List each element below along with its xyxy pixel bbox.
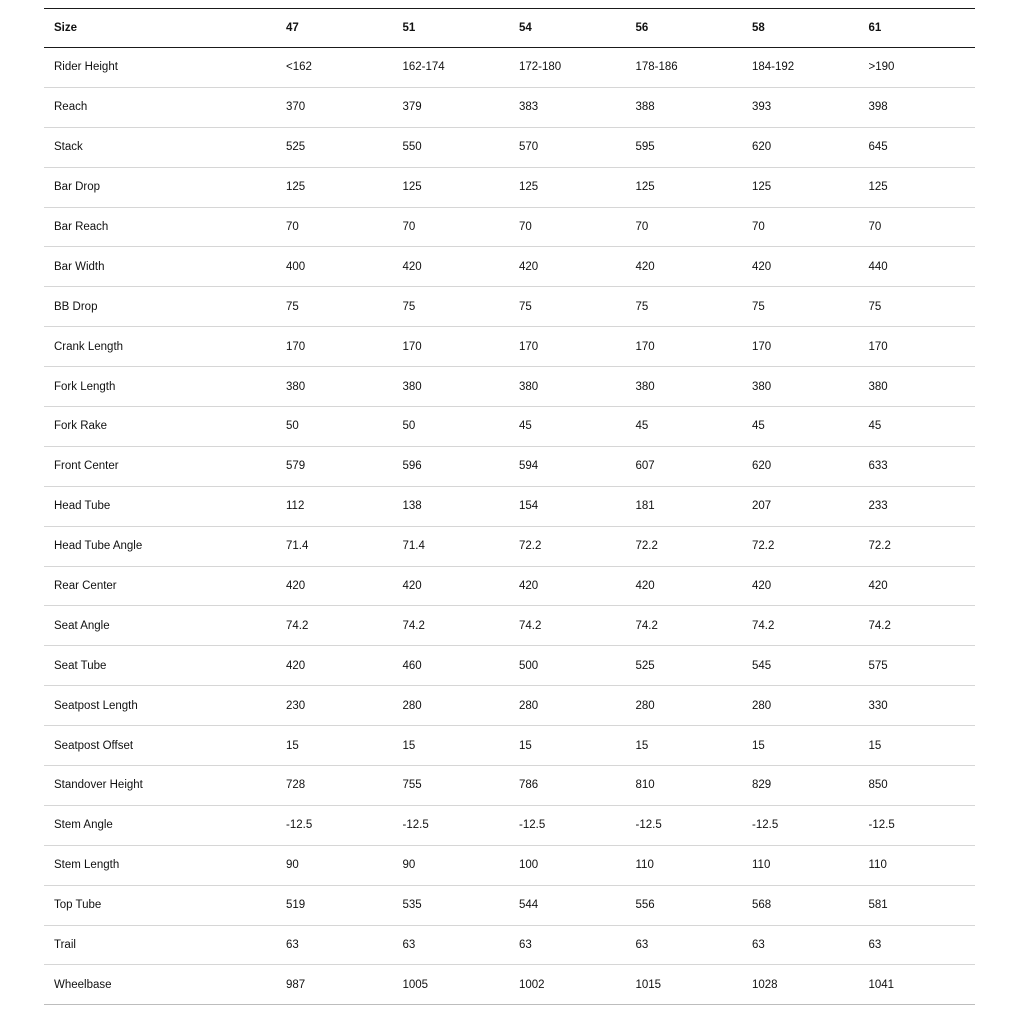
table-cell: 420: [393, 247, 510, 287]
row-label: Crank Length: [44, 327, 276, 367]
table-cell: 100: [509, 845, 626, 885]
table-cell: 1015: [626, 965, 743, 1005]
table-cell: 370: [276, 87, 393, 127]
table-cell: 50: [393, 407, 510, 447]
table-cell: 810: [626, 766, 743, 806]
table-cell: 71.4: [276, 526, 393, 566]
table-cell: 45: [859, 407, 976, 447]
table-cell: 380: [393, 367, 510, 407]
table-cell: 74.2: [393, 606, 510, 646]
table-cell: 525: [276, 127, 393, 167]
table-cell: 72.2: [859, 526, 976, 566]
table-cell: 75: [859, 287, 976, 327]
table-cell: 45: [742, 407, 859, 447]
table-row: [44, 327, 975, 367]
table-cell: 280: [626, 686, 743, 726]
row-label: Trail: [44, 925, 276, 965]
size-column-header: 54: [509, 9, 626, 48]
table-cell: 607: [626, 446, 743, 486]
header-row: [44, 9, 975, 48]
row-label: Seat Angle: [44, 606, 276, 646]
table-cell: 388: [626, 87, 743, 127]
row-label: Stack: [44, 127, 276, 167]
table-cell: -12.5: [393, 805, 510, 845]
table-cell: 63: [626, 925, 743, 965]
table-cell: 74.2: [859, 606, 976, 646]
size-column-header: 58: [742, 9, 859, 48]
table-cell: 125: [859, 167, 976, 207]
table-row: [44, 48, 975, 88]
table-cell: 125: [393, 167, 510, 207]
row-label: Bar Reach: [44, 207, 276, 247]
row-label: Seatpost Length: [44, 686, 276, 726]
row-label: Seat Tube: [44, 646, 276, 686]
table-row: [44, 805, 975, 845]
table-cell: 550: [393, 127, 510, 167]
table-cell: 420: [393, 566, 510, 606]
table-cell: 556: [626, 885, 743, 925]
table-cell: 1041: [859, 965, 976, 1005]
table-cell: 525: [626, 646, 743, 686]
table-cell: 420: [276, 646, 393, 686]
table-cell: 620: [742, 127, 859, 167]
table-cell: 535: [393, 885, 510, 925]
table-cell: 393: [742, 87, 859, 127]
table-cell: 15: [276, 726, 393, 766]
table-cell: 380: [626, 367, 743, 407]
table-cell: 829: [742, 766, 859, 806]
table-cell: 460: [393, 646, 510, 686]
table-cell: 379: [393, 87, 510, 127]
table-cell: 74.2: [509, 606, 626, 646]
table-cell: 70: [509, 207, 626, 247]
table-cell: 579: [276, 446, 393, 486]
table-cell: 850: [859, 766, 976, 806]
table-row: [44, 486, 975, 526]
table-cell: 74.2: [276, 606, 393, 646]
table-cell: 420: [626, 247, 743, 287]
table-cell: 420: [626, 566, 743, 606]
row-label: Top Tube: [44, 885, 276, 925]
table-cell: 581: [859, 885, 976, 925]
table-cell: 63: [276, 925, 393, 965]
table-cell: 233: [859, 486, 976, 526]
row-label: Head Tube: [44, 486, 276, 526]
table-cell: 181: [626, 486, 743, 526]
table-cell: 63: [859, 925, 976, 965]
table-cell: 1028: [742, 965, 859, 1005]
table-cell: 15: [393, 726, 510, 766]
table-cell: 545: [742, 646, 859, 686]
table-cell: 330: [859, 686, 976, 726]
table-row: [44, 367, 975, 407]
table-cell: 383: [509, 87, 626, 127]
table-cell: 620: [742, 446, 859, 486]
table-cell: 70: [742, 207, 859, 247]
table-cell: 170: [276, 327, 393, 367]
table-cell: 75: [626, 287, 743, 327]
table-row: [44, 885, 975, 925]
table-row: [44, 167, 975, 207]
row-label: Fork Length: [44, 367, 276, 407]
table-row: [44, 925, 975, 965]
table-row: [44, 566, 975, 606]
table-row: [44, 606, 975, 646]
table-row: [44, 407, 975, 447]
row-label: BB Drop: [44, 287, 276, 327]
table-cell: 154: [509, 486, 626, 526]
table-cell: 71.4: [393, 526, 510, 566]
row-label: Front Center: [44, 446, 276, 486]
table-cell: 15: [509, 726, 626, 766]
size-column-header: 56: [626, 9, 743, 48]
table-row: [44, 845, 975, 885]
table-cell: 63: [509, 925, 626, 965]
size-header-label: Size: [44, 9, 276, 48]
table-cell: 15: [626, 726, 743, 766]
row-label: Stem Angle: [44, 805, 276, 845]
row-label: Rear Center: [44, 566, 276, 606]
size-column-header: 61: [859, 9, 976, 48]
table-cell: 72.2: [509, 526, 626, 566]
table-cell: 645: [859, 127, 976, 167]
table-row: [44, 965, 975, 1005]
table-cell: 72.2: [742, 526, 859, 566]
table-cell: 170: [509, 327, 626, 367]
table-cell: 162-174: [393, 48, 510, 88]
table-cell: 72.2: [626, 526, 743, 566]
table-cell: 125: [742, 167, 859, 207]
table-cell: 110: [742, 845, 859, 885]
table-row: [44, 87, 975, 127]
table-cell: 400: [276, 247, 393, 287]
table-cell: 1005: [393, 965, 510, 1005]
table-cell: 420: [742, 566, 859, 606]
table-cell: 74.2: [626, 606, 743, 646]
table-row: [44, 646, 975, 686]
table-row: [44, 726, 975, 766]
table-cell: 15: [742, 726, 859, 766]
table-cell: 110: [859, 845, 976, 885]
table-cell: 178-186: [626, 48, 743, 88]
table-cell: 207: [742, 486, 859, 526]
table-cell: -12.5: [509, 805, 626, 845]
table-cell: 50: [276, 407, 393, 447]
table-cell: 74.2: [742, 606, 859, 646]
table-cell: 75: [276, 287, 393, 327]
table-cell: 568: [742, 885, 859, 925]
table-cell: 420: [859, 566, 976, 606]
table-cell: 544: [509, 885, 626, 925]
table-cell: 380: [859, 367, 976, 407]
row-label: Wheelbase: [44, 965, 276, 1005]
table-cell: 184-192: [742, 48, 859, 88]
table-cell: -12.5: [859, 805, 976, 845]
table-cell: 70: [626, 207, 743, 247]
table-cell: -12.5: [742, 805, 859, 845]
table-cell: 90: [276, 845, 393, 885]
table-cell: 172-180: [509, 48, 626, 88]
table-cell: 70: [393, 207, 510, 247]
table-cell: 420: [276, 566, 393, 606]
table-row: [44, 526, 975, 566]
table-cell: 380: [742, 367, 859, 407]
table-cell: >190: [859, 48, 976, 88]
table-cell: 596: [393, 446, 510, 486]
table-cell: 755: [393, 766, 510, 806]
table-cell: 15: [859, 726, 976, 766]
table-row: [44, 247, 975, 287]
table-cell: 594: [509, 446, 626, 486]
size-column-header: 51: [393, 9, 510, 48]
table-cell: 112: [276, 486, 393, 526]
table-row: [44, 287, 975, 327]
table-cell: 63: [393, 925, 510, 965]
row-label: Reach: [44, 87, 276, 127]
table-cell: 45: [509, 407, 626, 447]
table-body: [44, 48, 975, 1005]
table-cell: 125: [276, 167, 393, 207]
table-cell: 45: [626, 407, 743, 447]
table-cell: 230: [276, 686, 393, 726]
table-cell: 575: [859, 646, 976, 686]
row-label: Bar Drop: [44, 167, 276, 207]
table-cell: 75: [393, 287, 510, 327]
table-cell: 280: [509, 686, 626, 726]
table-cell: 420: [509, 247, 626, 287]
row-label: Fork Rake: [44, 407, 276, 447]
table-cell: <162: [276, 48, 393, 88]
size-column-header: 47: [276, 9, 393, 48]
table-cell: 170: [742, 327, 859, 367]
table-row: [44, 207, 975, 247]
table-cell: 75: [742, 287, 859, 327]
table-cell: 570: [509, 127, 626, 167]
table-cell: 987: [276, 965, 393, 1005]
row-label: Standover Height: [44, 766, 276, 806]
table-cell: 380: [276, 367, 393, 407]
row-label: Stem Length: [44, 845, 276, 885]
table-cell: 1002: [509, 965, 626, 1005]
table-cell: 728: [276, 766, 393, 806]
table-cell: 380: [509, 367, 626, 407]
table-cell: 398: [859, 87, 976, 127]
table-row: [44, 686, 975, 726]
table-cell: 170: [626, 327, 743, 367]
table-cell: 440: [859, 247, 976, 287]
table-cell: 280: [393, 686, 510, 726]
table-header: [44, 9, 975, 48]
table-cell: 75: [509, 287, 626, 327]
table-cell: 500: [509, 646, 626, 686]
table-cell: 280: [742, 686, 859, 726]
table-cell: 519: [276, 885, 393, 925]
geometry-table: [44, 8, 975, 1005]
table-cell: 110: [626, 845, 743, 885]
row-label: Head Tube Angle: [44, 526, 276, 566]
table-cell: 70: [276, 207, 393, 247]
row-label: Rider Height: [44, 48, 276, 88]
table-cell: 786: [509, 766, 626, 806]
row-label: Seatpost Offset: [44, 726, 276, 766]
table-cell: 170: [393, 327, 510, 367]
table-cell: 633: [859, 446, 976, 486]
table-row: [44, 127, 975, 167]
table-row: [44, 446, 975, 486]
table-cell: 138: [393, 486, 510, 526]
table-cell: 90: [393, 845, 510, 885]
table-cell: -12.5: [276, 805, 393, 845]
table-cell: 70: [859, 207, 976, 247]
table-row: [44, 766, 975, 806]
row-label: Bar Width: [44, 247, 276, 287]
table-cell: 420: [742, 247, 859, 287]
table-cell: 170: [859, 327, 976, 367]
table-cell: 125: [626, 167, 743, 207]
table-cell: 420: [509, 566, 626, 606]
table-cell: 595: [626, 127, 743, 167]
table-cell: -12.5: [626, 805, 743, 845]
table-cell: 125: [509, 167, 626, 207]
table-cell: 63: [742, 925, 859, 965]
